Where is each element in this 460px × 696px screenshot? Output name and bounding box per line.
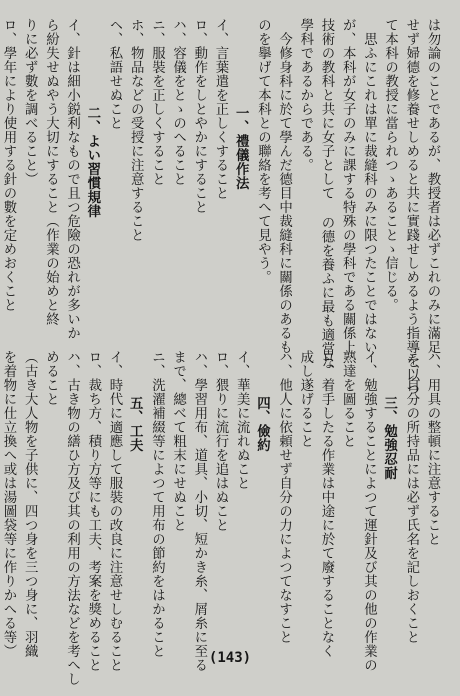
upper-text-column: ハ、容儀をとゝのへること (170, 18, 186, 186)
lower-text-column: イ、時代に適應して服裝の改良に注意せしむること (107, 350, 122, 672)
upper-text-column: ホ、物品などの受授に注意すること (128, 18, 144, 242)
lower-text-column: ロ、着手したる作業は中途に於て廢することなく (319, 350, 334, 658)
lower-text-column: イ、勉強することによつて運針及び其の他の作業の (361, 350, 377, 672)
upper-text-column: て本科の教授に當られつゝあることゝ信じる。 (382, 18, 398, 312)
upper-text-column: せず婦德を修養せしめると共に實踐せしめるよう指導を以つ (403, 18, 419, 396)
upper-text-column: ロ、動作をしとやかにすること (191, 18, 207, 214)
lower-text-column: めること (43, 350, 59, 406)
upper-text-column: 學科であるからである。 (297, 18, 313, 172)
upper-text-column: イ、言葉遣を正しくすること (213, 18, 228, 200)
page-number: (143) (208, 650, 252, 666)
lower-text-column: ニ、洗濯補綴等によつて用布の節約をはかること (149, 350, 165, 658)
upper-text-column: のを擧げて本科との聯絡を考へて見やう。 (255, 18, 271, 284)
lower-text-column: ハ、他人に依頼せず自分の力によつてなすこと (276, 350, 292, 644)
lower-text-column: 五、工夫 (127, 396, 144, 452)
upper-text-column: 思ふにこれは單に裁縫科のみに限つたことではない (361, 18, 377, 354)
lower-text-column: まで、總べて粗末にせぬこと (170, 350, 186, 532)
lower-text-column: ニ、自分の所持品には必ず氏名を記しおくこと (403, 350, 419, 644)
upper-text-column: は勿論のことであるが、教授者は必ずこれのみに滿足 (425, 18, 440, 354)
upper-text-column: が、本科が女子のみに課する特殊の學科である關係上 (340, 18, 356, 354)
upper-text-column: ヘ、私語せぬこと (107, 18, 122, 130)
lower-text-column: ハ、學習用布、道具、小切、短かき糸、屑糸に至る (191, 350, 207, 672)
lower-text-column: ロ、猥りに流行を追はぬこと (213, 350, 228, 532)
lower-text-column: を着物に仕立換へ或は湯圖袋等に作りかへる等） (1, 350, 16, 658)
lower-text-column: 四、儉約 (254, 396, 271, 452)
lower-text-column: ロ、裁ち方、積り方等にも工夫、考案を獎めること (85, 350, 101, 672)
lower-text-column: ハ、用具の整頓に注意すること (425, 350, 440, 546)
lower-text-column: イ、華美に流れぬこと (234, 350, 250, 490)
lower-text-column: 三、勉強忍耐 (381, 396, 398, 480)
upper-text-column: ニ、服裝を正しくすること (149, 18, 165, 186)
upper-text-column: イ、針は細小鋭利なもので且つ危險の恐れが多いか (64, 18, 80, 340)
upper-text-column: 技術の教科と共に女子として の德を養ふに最も適當な (319, 18, 334, 370)
upper-text-column: 今修身科に於て學んだ德目中裁縫科に關係のあるも (276, 18, 292, 354)
lower-text-column: ハ、古き物の繕ひ方及び其の利用の方法などを考へし (64, 350, 80, 686)
lower-text-column: 成し遂げること (297, 350, 313, 448)
upper-text-column: 二、よい習慣規律 (84, 106, 101, 218)
upper-text-column: ロ、學年により使用する針の數を定めおくこと (1, 18, 16, 312)
upper-text-column: 一、禮儀作法 (233, 106, 250, 190)
lower-text-column: 熟達を圖ること (340, 350, 356, 448)
upper-text-column: ら紛失せぬやう大切にすること（作業の始めと終 (43, 18, 59, 326)
upper-text-column: りに必ず數を調べること） (22, 18, 38, 186)
lower-text-column: （古き大人物を子供に、四つ身を三つ身に、羽織 (22, 350, 38, 658)
